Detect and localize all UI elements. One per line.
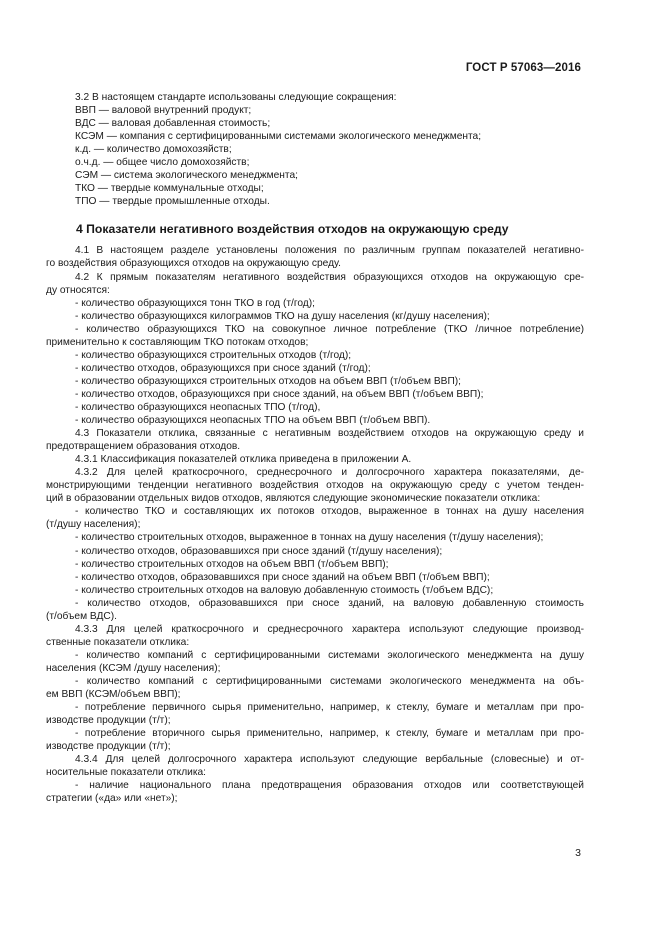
paragraph-4-3-2: 4.3.2 Для целей краткосрочного, среднесрочного и долгосрочного характера показателями, де- <box>75 467 584 479</box>
section-heading: 4 Показатели негативного воздействия отходов на окружающую среду <box>76 222 509 237</box>
list-item: стратегии («да» или «нет»); <box>46 793 178 805</box>
standard-header: ГОСТ Р 57063—2016 <box>465 62 581 74</box>
list-item: - количество отходов, образующихся при сносе зданий, на объем ВВП (т/объем ВВП); <box>75 388 484 400</box>
paragraph-4-3: 4.3 Показатели отклика, связанные с негативным воздействием отходов на окружающую среду и <box>75 428 584 440</box>
list-item: изводстве продукции (т/т); <box>46 715 171 727</box>
paragraph-4-3-4: 4.3.4 Для целей долгосрочного характера используют следующие вербальные (словесные) и от- <box>75 754 584 766</box>
abbrev-item: ТКО — твердые коммунальные отходы; <box>75 183 264 195</box>
list-item: - наличие национального плана предотвращения образования отходов или соответствующей <box>75 780 584 792</box>
list-item: - количество образующихся строительных отходов (т/год); <box>75 349 352 361</box>
abbrev-item: ВВП — валовой внутренний продукт; <box>75 105 252 117</box>
list-item: - количество образующихся неопасных ТПО на объем ВВП (т/объем ВВП). <box>75 415 431 427</box>
abbrev-item: ВДС — валовая добавленная стоимость; <box>75 118 271 130</box>
paragraph-4-2: ду относятся: <box>46 284 110 296</box>
list-item: - количество отходов, образовавшихся при сносе зданий, на валовую добавленную стоимость <box>75 597 584 609</box>
abbrev-intro: 3.2 В настоящем стандарте использованы следующие сокращения: <box>75 92 397 103</box>
paragraph-4-3-3: ственные показатели отклика: <box>46 636 190 648</box>
list-item: - количество образующихся строительных отходов на объем ВВП (т/объем ВВП); <box>75 375 462 387</box>
list-item: населения (КСЭМ /душу населения); <box>46 662 221 674</box>
paragraph-4-3-2: ций в образовании отдельных видов отходов, являются следующие экономические показатели отклика: <box>46 493 541 505</box>
paragraph-4-3: предотвращением образования отходов. <box>46 441 241 453</box>
abbrev-item: СЭМ — система экологического менеджмента; <box>75 170 298 182</box>
page-content <box>46 91 584 805</box>
list-item: - потребление первичного сырья применительно, например, к стеклу, бумаге и металлам при про- <box>75 702 584 714</box>
list-item: - количество образующихся килограммов ТКО на душу населения (кг/душу населения); <box>75 310 490 322</box>
list-item: - количество компаний с сертифицированными системами экологического менеджмента на душу <box>75 649 584 661</box>
list-item: - количество образующихся ТКО на совокупное личное потребление (ТКО /личное потребление) <box>75 323 584 335</box>
paragraph-4-3-4: носительные показатели отклика: <box>46 767 207 779</box>
list-item: - количество отходов, образовавшихся при сносе зданий (т/душу населения); <box>75 545 443 557</box>
list-item: (т/объем ВДС). <box>46 610 117 622</box>
list-item: - количество отходов, образовавшихся при сносе зданий на объем ВВП (т/объем ВВП); <box>75 571 490 583</box>
list-item: - количество строительных отходов на объем ВВП (т/объем ВВП); <box>75 558 389 570</box>
list-item: - количество образующихся тонн ТКО в год (т/год); <box>75 297 315 309</box>
paragraph-4-2: 4.2 К прямым показателям негативного воздействия образующихся отходов на окружающую сре- <box>75 271 584 283</box>
list-item: - количество компаний с сертифицированными системами экологического менеджмента на объ- <box>75 675 584 687</box>
list-item: - количество строительных отходов, выраженное в тоннах на душу населения (т/душу населения); <box>75 532 544 544</box>
abbrev-item: КСЭМ — компания с сертифицированными системами экологического менеджмента; <box>75 131 482 143</box>
spacer <box>46 237 584 244</box>
list-item: - потребление вторичного сырья применительно, например, к стеклу, бумаге и металлам при про- <box>75 728 584 740</box>
paragraph-4-1: 4.1 В настоящем разделе установлены положения по различным группам показателей негативно- <box>75 245 584 257</box>
paragraph-4-3-3: 4.3.3 Для целей краткосрочного и среднесрочного характера используют следующие производ- <box>75 623 584 635</box>
paragraph-4-1: го воздействия образующихся отходов на окружающую среду. <box>46 258 341 270</box>
list-item: ем ВВП (КСЭМ/объем ВВП); <box>46 689 181 701</box>
list-item: (т/душу населения); <box>46 519 141 531</box>
abbrev-item: к.д. — количество домохозяйств; <box>75 144 232 156</box>
list-item: - количество отходов, образующихся при сносе зданий (т/год); <box>75 362 371 374</box>
abbrev-item: ТПО — твердые промышленные отходы. <box>75 196 270 208</box>
spacer <box>46 208 584 221</box>
list-item: - количество строительных отходов на валовую добавленную стоимость (т/объем ВДС); <box>75 584 494 596</box>
page-number: 3 <box>575 847 581 859</box>
paragraph-4-3-1: 4.3.1 Классификация показателей отклика приведена в приложении А. <box>75 454 412 466</box>
paragraph-4-3-2: монстрирующими тенденции негативного воздействия отходов на окружающую среду с учетом тенден- <box>46 480 584 492</box>
list-item: - количество ТКО и составляющих их потоков отходов, выраженное в тоннах на душу населения <box>75 506 584 518</box>
list-item: - количество образующихся неопасных ТПО (т/год), <box>75 401 321 413</box>
abbrev-item: о.ч.д. — общее число домохозяйств; <box>75 157 250 169</box>
list-item: применительно к составляющим ТКО потокам отходов; <box>46 336 309 348</box>
list-item: изводстве продукции (т/т); <box>46 741 171 753</box>
